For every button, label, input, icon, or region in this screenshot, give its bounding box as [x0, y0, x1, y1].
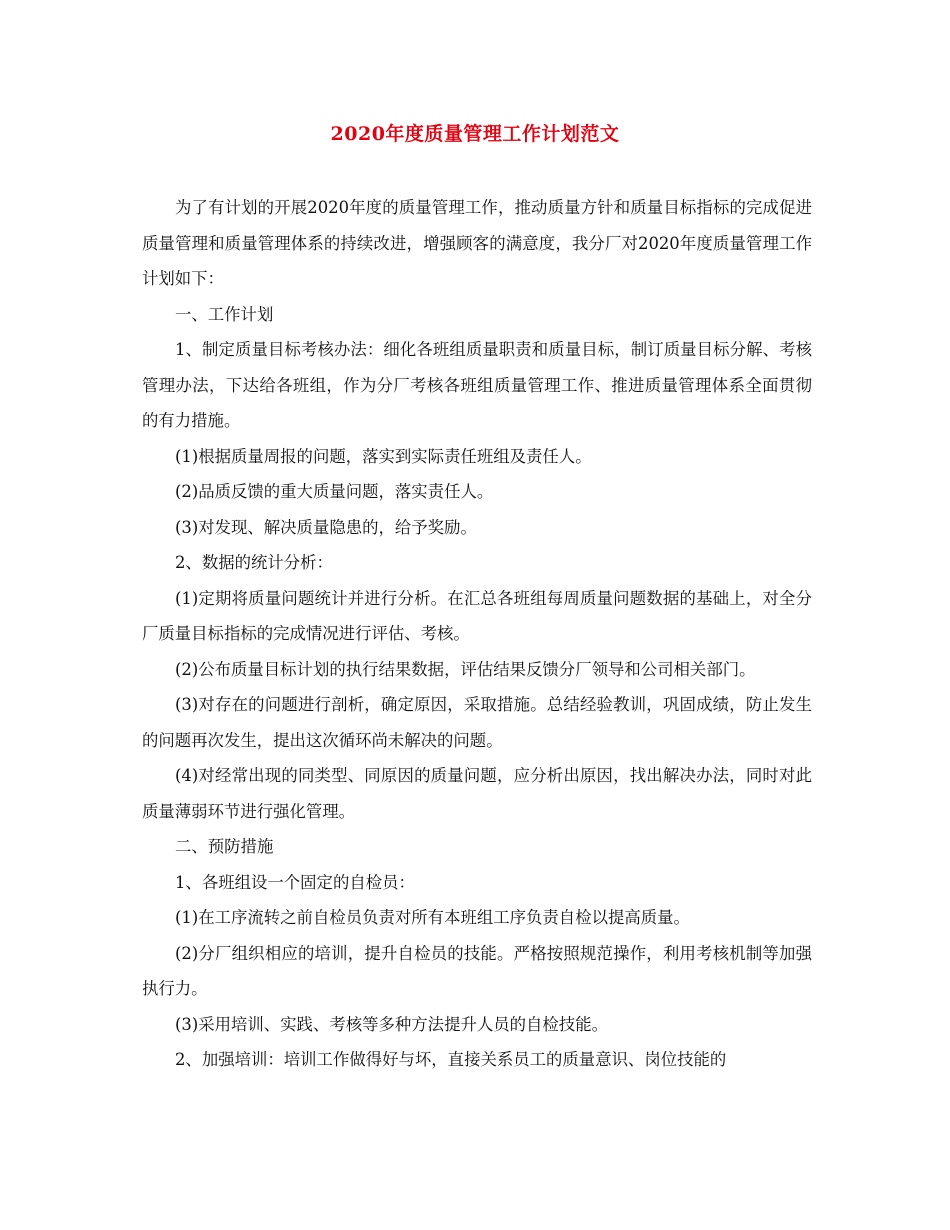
- paragraph-subitem: (1)在工序流转之前自检员负责对所有本班组工序负责自检以提高质量。: [175, 908, 690, 927]
- paragraph-item-2: 2、数据的统计分析：: [175, 553, 333, 572]
- paragraph-item-2: 2、加强培训：培训工作做得好与坏，直接关系员工的质量意识、岗位技能的: [175, 1050, 727, 1069]
- document-body: [142, 190, 812, 1078]
- paragraph-subitem: (3)对发现、解决质量隐患的，给予奖励。: [175, 517, 477, 537]
- section-heading-work-plan: 一、工作计划: [175, 304, 274, 324]
- paragraph-subitem: (4)对经常出现的同类型、同原因的质量问题，应分析出原因，找出解决办法，同时对此质量薄弱环节进行强化管理。: [142, 766, 812, 821]
- paragraph-item-1: 1、制定质量目标考核办法：细化各班组质量职责和质量目标，制订质量目标分解、考核管理办法，下达给各班组，作为分厂考核各班组质量管理工作、推进质量管理体系全面贯彻的有力措施。: [142, 340, 812, 430]
- paragraph-subitem: (1)根据质量周报的问题，落实到实际责任班组及责任人。: [175, 446, 592, 466]
- paragraph-subitem: (1)定期将质量问题统计并进行分析。在汇总各班组每周质量问题数据的基础上，对全分厂质量目标指标的完成情况进行评估、考核。: [142, 588, 812, 643]
- document-title: 2020年度质量管理工作计划范文: [330, 123, 620, 145]
- paragraph-item-1: 1、各班组设一个固定的自检员：: [175, 872, 415, 892]
- paragraph-subitem: (3)采用培训、实践、考核等多种方法提升人员的自检技能。: [175, 1014, 608, 1034]
- paragraph-subitem: (2)分厂组织相应的培训，提升自检员的技能。严格按照规范操作，利用考核机制等加强执行力。: [142, 943, 812, 998]
- paragraph-subitem: (2)公布质量目标计划的执行结果数据，评估结果反馈分厂领导和公司相关部门。: [175, 659, 756, 679]
- section-heading-prevention: 二、预防措施: [175, 837, 274, 856]
- paragraph-intro: 为了有计划的开展2020年度的质量管理工作，推动质量方针和质量目标指标的完成促进质量管理和质量管理体系的持续改进，增强顾客的满意度，我分厂对2020年度质量管理工作计划如下：: [142, 198, 812, 288]
- paragraph-subitem: (2)品质反馈的重大质量问题，落实责任人。: [175, 482, 494, 501]
- paragraph-subitem: (3)对存在的问题进行剖析，确定原因，采取措施。总结经验教训，巩固成绩，防止发生的问题再次发生，提出这次循环尚未解决的问题。: [142, 695, 812, 750]
